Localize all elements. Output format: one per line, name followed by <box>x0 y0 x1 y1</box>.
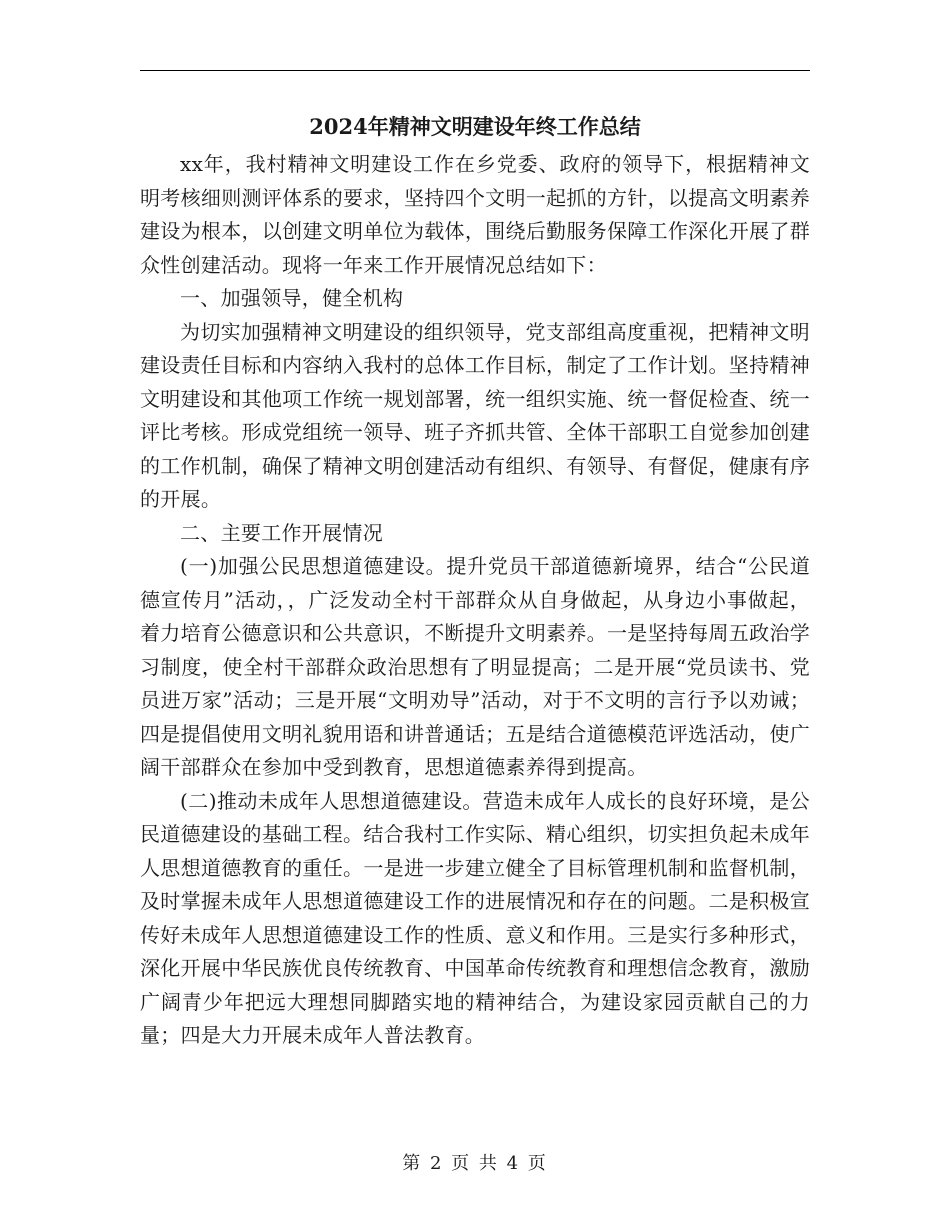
page-footer: 第 2 页 共 4 页 <box>402 1153 548 1174</box>
document-body <box>140 148 810 1053</box>
paragraph-intro: xx年，我村精神文明建设工作在乡党委、政府的领导下，根据精神文明考核细则测评体系的要求，坚持四个文明一起抓的方针，以提高文明素养建设为根本，以创建文明单位为载体，围绕后勤服务保障工作深化开展了群众性创建活动。现将一年来工作开展情况总结如下： <box>140 152 810 277</box>
paragraph-leadership: 为切实加强精神文明建设的组织领导，党支部组高度重视，把精神文明建设责任目标和内容纳入我村的总体工作目标，制定了工作计划。坚持精神文明建设和其他项工作统一规划部署，统一组织实施、统一督促检查、统一评比考核。形成党组统一领导、班子齐抓共管、全体干部职工自觉参加创建的工作机制，确保了精神文明创建活动有组织、有领导、有督促，健康有序的开展。 <box>140 319 810 511</box>
section-heading-2: 二、主要工作开展情况 <box>180 520 383 545</box>
section-heading-1: 一、加强领导，健全机构 <box>180 286 404 310</box>
header-rule <box>140 70 810 71</box>
paragraph-civic-morality: (一)加强公民思想道德建设。提升党员干部道德新境界，结合“公民道德宣传月”活动，，广泛发动全村干部群众从自身做起，从身边小事做起，着力培育公德意识和公共意识，不断提升文明素养。一是坚持每周五政治学习制度，使全村干部群众政治思想有了明显提高；二是开展“党员读书、党员进万家”活动；三是开展“文明劝导”活动，对于不文明的言行予以劝诫；四是提倡使用文明礼貌用语和讲普通话；五是结合道德模范评选活动，使广阔干部群众在参加中受到教育，思想道德素养得到提高。 <box>140 554 810 779</box>
paragraph-minors-morality: (二)推动未成年人思想道德建设。营造未成年人成长的良好环境，是公民道德建设的基础工程。结合我村工作实际、精心组织，切实担负起未成年人思想道德教育的重任。一是进一步建立健全了目标管理机制和监督机制，及时掌握未成年人思想道德建设工作的进展情况和存在的问题。二是积极宣传好未成年人思想道德建设工作的性质、意义和作用。三是实行多种形式，深化开展中华民族优良传统教育、中国革命传统教育和理想信念教育，激励广阔青少年把远大理想同脚踏实地的精神结合，为建设家园贡献自己的力量；四是大力开展未成年人普法教育。 <box>140 788 810 1047</box>
document-title: 2024年精神文明建设年终工作总结 <box>309 114 641 139</box>
